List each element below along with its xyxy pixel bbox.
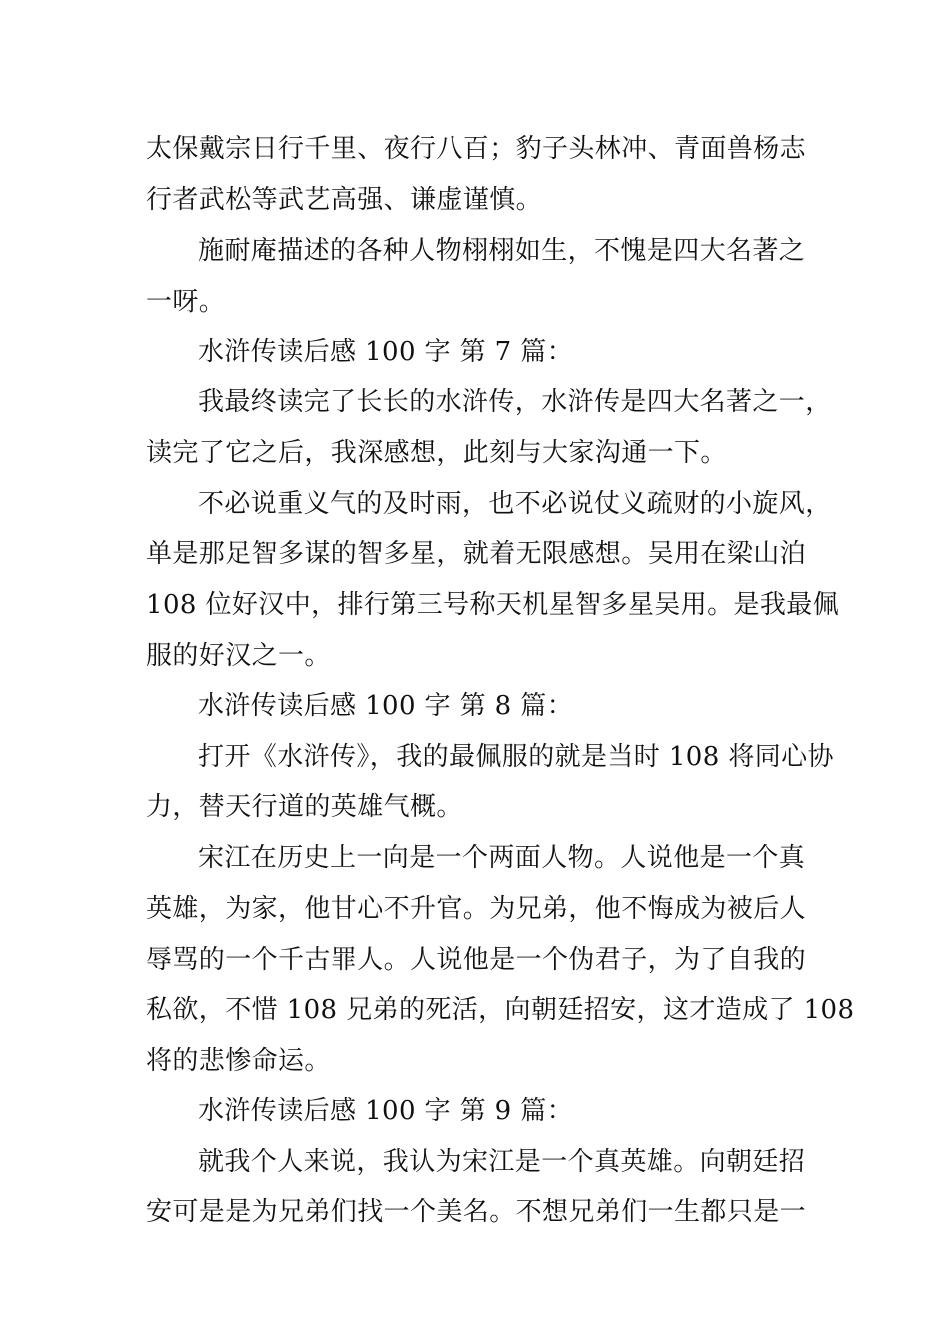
- text-line: 不必说重义气的及时雨，也不必说仗义疏财的小旋风，: [198, 489, 832, 519]
- text-line: 我最终读完了长长的水浒传，水浒传是四大名著之一，: [198, 387, 832, 417]
- text-line: 力，替天行道的英雄气概。: [146, 792, 463, 822]
- text-line: 英雄，为家，他甘心不升官。为兄弟，他不悔成为被后人: [146, 894, 807, 924]
- text-line: 私欲，不惜 108 兄弟的死活，向朝廷招安，这才造成了 108: [146, 995, 855, 1025]
- text-line: 服的好汉之一。: [146, 641, 331, 671]
- text-line: 108 位好汉中，排行第三号称天机星智多星吴用。是我最佩: [146, 590, 840, 620]
- text-line: 行者武松等武艺高强、谦虚谨慎。: [146, 185, 543, 215]
- section-heading: 水浒传读后感 100 字 第 8 篇：: [198, 691, 574, 721]
- text-line: 读完了它之后，我深感想，此刻与大家沟通一下。: [146, 438, 727, 468]
- text-line: 就我个人来说，我认为宋江是一个真英雄。向朝廷招: [198, 1147, 806, 1177]
- text-line: 宋江在历史上一向是一个两面人物。人说他是一个真: [198, 843, 806, 873]
- section-heading: 水浒传读后感 100 字 第 9 篇：: [198, 1096, 574, 1126]
- text-line: 安可是是为兄弟们找一个美名。不想兄弟们一生都只是一: [146, 1197, 807, 1227]
- section-heading: 水浒传读后感 100 字 第 7 篇：: [198, 337, 574, 367]
- text-line: 打开《水浒传》，我的最佩服的就是当时 108 将同心协: [198, 742, 834, 772]
- text-line: 太保戴宗日行千里、夜行八百；豹子头林冲、青面兽杨志: [146, 134, 807, 164]
- text-line: 将的悲惨命运。: [146, 1046, 331, 1076]
- text-line: 施耐庵描述的各种人物栩栩如生，不愧是四大名著之: [198, 236, 806, 266]
- text-line: 一呀。: [146, 287, 226, 317]
- text-line: 单是那足智多谋的智多星，就着无限感想。吴用在梁山泊: [146, 539, 807, 569]
- text-line: 辱骂的一个千古罪人。人说他是一个伪君子，为了自我的: [146, 945, 807, 975]
